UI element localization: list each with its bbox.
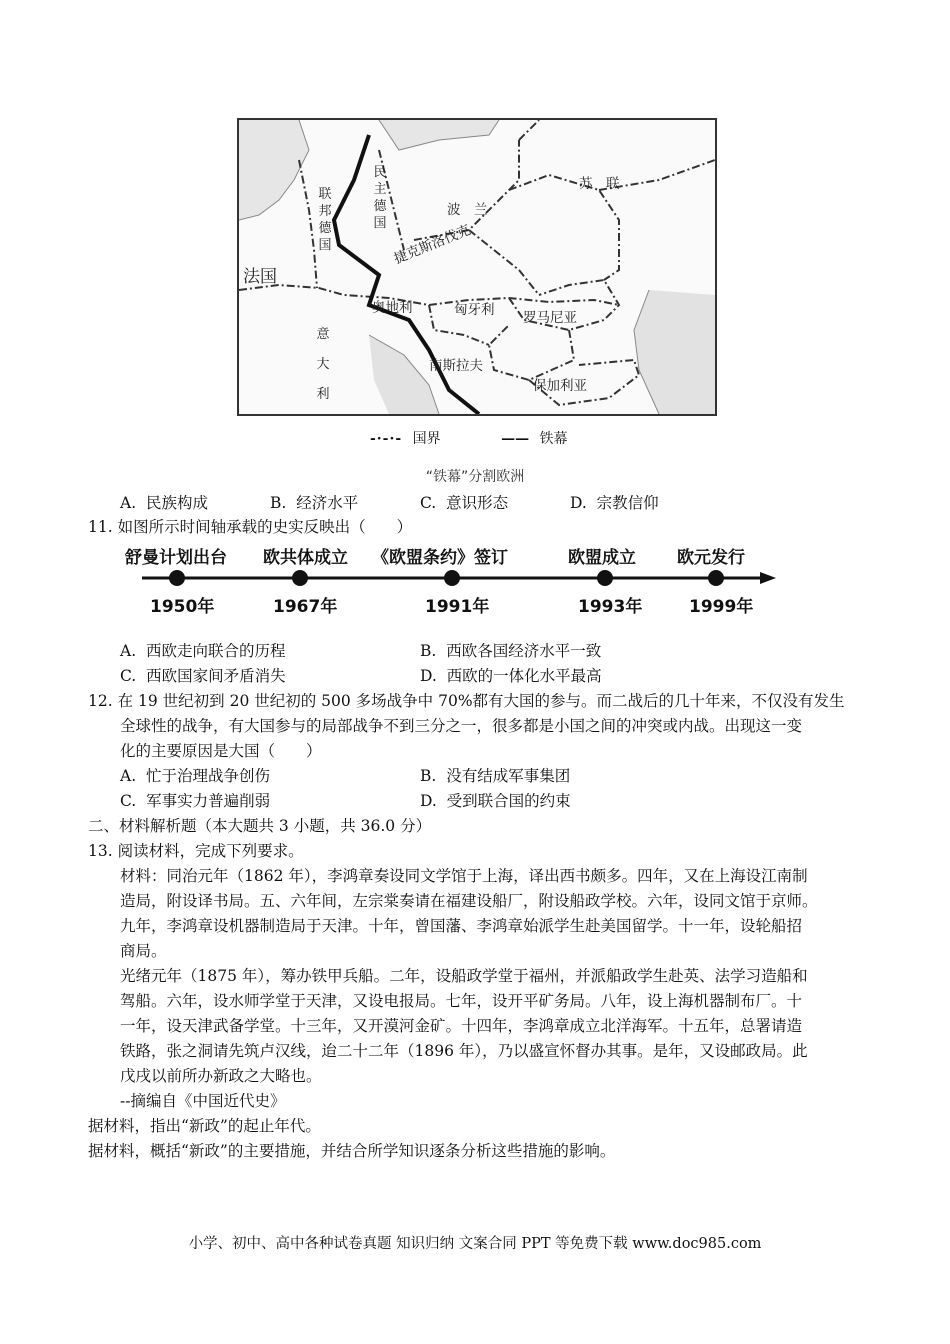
- q12-option-c[interactable]: [120, 789, 270, 811]
- map-caption: “铁幕”分割欧洲: [425, 469, 525, 485]
- page-footer[interactable]: 小学、初中、高中各种试卷真题 知识归纳 文案合同 PPT 等免费下载 www.doc985.com: [188, 1236, 762, 1252]
- q13-material-line: 戊戌以前所办新政之大略也。: [120, 1067, 322, 1085]
- q13-material-line: 驾船。六年，设水师学堂于天津，又设电报局。七年，设开平矿务局。八年，设上海机器制布厂。十: [120, 992, 803, 1010]
- q13-material-line: 材料：同治元年（1862 年），李鸿章奏设同文学馆于上海，译出西书颇多。四年，又在上海设江南制: [120, 867, 808, 885]
- timeline-year: 1950年: [150, 597, 215, 617]
- q13-material-line: 光绪元年（1875 年），筹办铁甲兵船。二年，设船政学堂于福州，并派船政学生赴英、法学习造船和: [120, 967, 808, 985]
- q10-option-d[interactable]: [570, 491, 659, 513]
- iron-curtain-map: [237, 118, 717, 416]
- option-letter: B.: [420, 642, 437, 660]
- option-text: 军事实力普遍削弱: [146, 792, 271, 810]
- q13-material-line: 九年，李鸿章设机器制造局于天津。十年，曾国藩、李鸿章始派学生赴美国留学。十一年，设轮船招: [120, 917, 803, 935]
- q13-material-line: 商局。: [120, 942, 167, 960]
- q13-material-line: 铁路，张之洞请先筑卢汉线，迨二十二年（1896 年），乃以盛宣怀督办其事。是年，又设邮政局。此: [120, 1042, 808, 1060]
- timeline: [120, 540, 780, 620]
- q12-stem-line-1: 12. 在 19 世纪初到 20 世纪初的 500 多场战争中 70%都有大国的参与。而二战后的几十年来，不仅没有发生: [88, 692, 845, 710]
- option-text: 忙于治理战争创伤: [145, 767, 270, 785]
- option-letter: A.: [120, 767, 137, 785]
- timeline-year: 1967年: [273, 597, 338, 617]
- option-letter: D.: [570, 494, 587, 512]
- option-letter: B.: [420, 767, 437, 785]
- timeline-year: 1999年: [689, 597, 754, 617]
- legend-curtain-symbol: ——: [501, 431, 530, 447]
- q12-stem-line-3: 化的主要原因是大国（ ）: [120, 742, 322, 760]
- option-letter: D.: [420, 792, 437, 810]
- q10-option-b[interactable]: [270, 491, 358, 513]
- black-sea-area: [634, 290, 715, 414]
- option-text: 西欧各国经济水平一致: [446, 642, 602, 660]
- timeline-year: 1991年: [425, 597, 490, 617]
- legend-curtain-label: 铁幕: [539, 431, 568, 447]
- map-label-romania: 罗马尼亚: [523, 310, 577, 326]
- option-letter: C.: [420, 494, 437, 512]
- q11-option-c[interactable]: [120, 664, 286, 686]
- q10-option-a[interactable]: [120, 491, 208, 513]
- timeline-event-label: 欧盟成立: [568, 548, 636, 568]
- map-label-bulgaria: 保加利亚: [533, 378, 587, 394]
- timeline-event-label: 欧元发行: [677, 548, 745, 568]
- map-label-yugoslavia: 南斯拉夫: [429, 358, 483, 374]
- q13-material-line: 造局，附设译书局。五、六年间，左宗棠奏请在福建设船厂，附设船政学校。六年，设同文馆于京师。: [120, 892, 818, 910]
- q13-stem: 13. 阅读材料，完成下列要求。: [88, 842, 304, 860]
- option-text: 西欧的一体化水平最高: [446, 667, 602, 685]
- map-label-austria: 奥地利: [372, 300, 413, 316]
- q11-option-a[interactable]: [120, 639, 286, 661]
- option-letter: A.: [120, 494, 137, 512]
- timeline-event-label: 欧共体成立: [263, 548, 348, 568]
- option-text: 宗教信仰: [596, 494, 659, 512]
- option-letter: C.: [120, 667, 137, 685]
- map-label-hungary: 匈牙利: [454, 302, 495, 318]
- section-heading: 二、材料解析题（本大题共 3 小题，共 36.0 分）: [88, 817, 432, 835]
- q12-option-a[interactable]: [120, 764, 270, 786]
- option-letter: C.: [120, 792, 137, 810]
- timeline-event-label: 舒曼计划出台: [125, 548, 227, 568]
- timeline-event-label: 《欧盟条约》签订: [372, 548, 508, 568]
- q11-option-d[interactable]: [420, 664, 602, 686]
- q12-stem-line-2: 全球性的战争，有大国参与的局部战争不到三分之一，很多都是小国之间的冲突或内战。出现这一变: [120, 717, 803, 735]
- legend-border-symbol: -·-·-: [370, 431, 403, 447]
- q12-option-d[interactable]: [420, 789, 571, 811]
- q10-option-c[interactable]: [420, 491, 508, 513]
- map-label-italy: 意大利: [316, 327, 330, 402]
- option-text: 西欧国家间矛盾消失: [146, 667, 286, 685]
- option-letter: A.: [120, 642, 137, 660]
- map-label-france: 法国: [243, 267, 277, 287]
- option-text: 意识形态: [446, 494, 509, 512]
- map-legend: [370, 428, 568, 448]
- q13-requirement-2: 据材料，概括“新政”的主要措施，并结合所学知识逐条分析这些措施的影响。: [88, 1142, 616, 1160]
- baltic-sea-area: [379, 120, 499, 150]
- q13-material-line: 一年，设天津武备学堂。十三年，又开漠河金矿。十四年，李鸿章成立北洋海军。十五年，总署请造: [120, 1017, 803, 1035]
- map-label-frg: 联邦德国: [318, 187, 332, 253]
- q13-source: --摘编自《中国近代史》: [120, 1092, 286, 1110]
- option-text: 西欧走向联合的历程: [145, 642, 286, 660]
- option-text: 经济水平: [296, 494, 359, 512]
- option-letter: B.: [270, 494, 287, 512]
- q13-requirement-1: 据材料，指出“新政”的起止年代。: [88, 1117, 321, 1135]
- map-label-czech: 捷克斯洛伐克: [391, 222, 473, 268]
- option-text: 没有结成军事集团: [446, 767, 571, 785]
- q11-stem: 11. 如图所示时间轴承载的史实反映出（ ）: [88, 518, 413, 536]
- option-letter: D.: [420, 667, 437, 685]
- q12-option-b[interactable]: [420, 764, 570, 786]
- map-label-poland: 波 兰: [447, 202, 488, 218]
- legend-border-label: 国界: [412, 431, 441, 447]
- option-text: 受到联合国的约束: [446, 792, 571, 810]
- q11-option-b[interactable]: [420, 639, 601, 661]
- option-text: 民族构成: [145, 494, 208, 512]
- timeline-year: 1993年: [578, 597, 643, 617]
- map-label-gdr: 民主德国: [373, 165, 387, 231]
- map-label-ussr: 苏 联: [579, 176, 620, 192]
